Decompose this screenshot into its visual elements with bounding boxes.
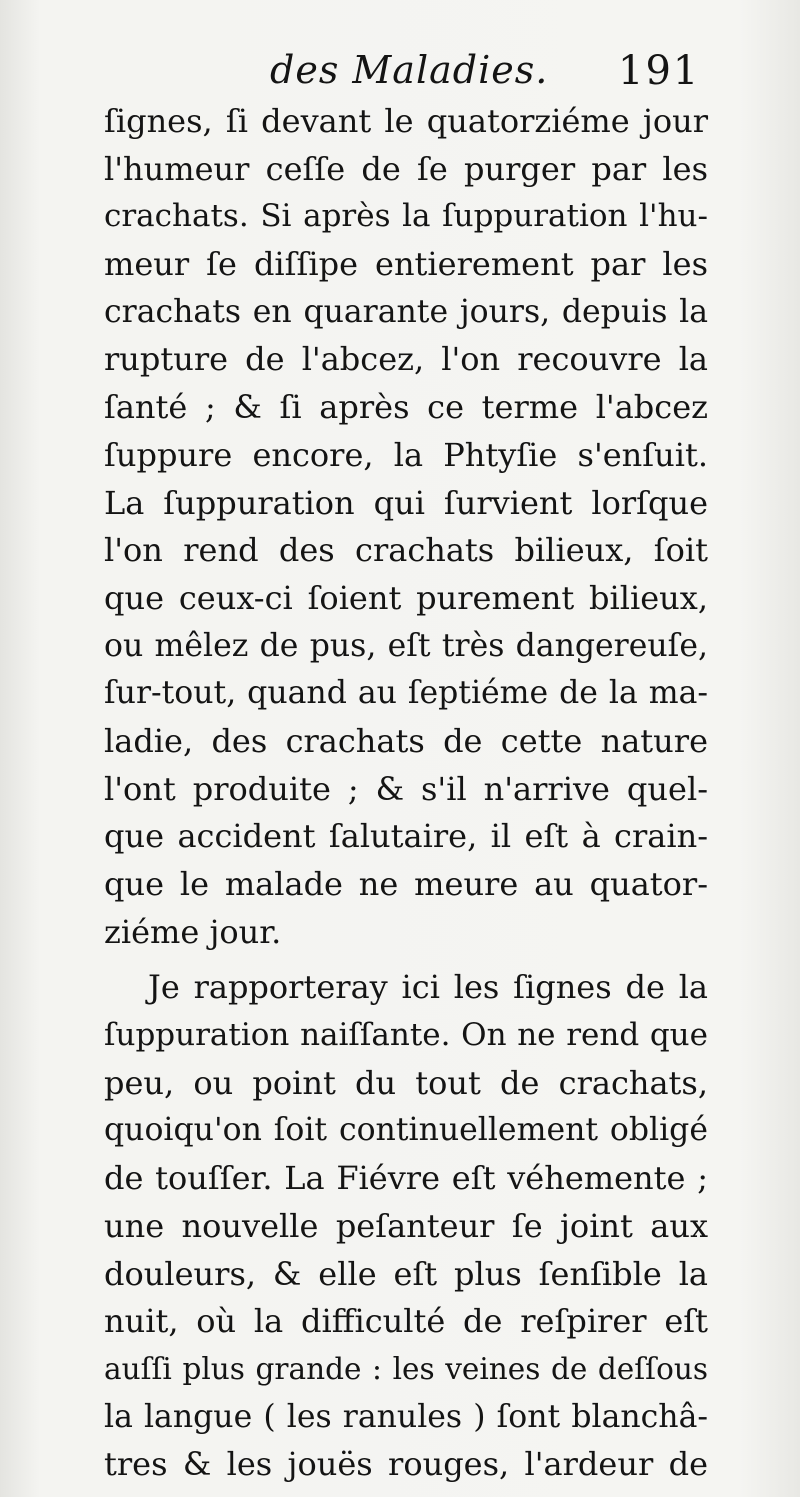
- running-head: des Maladies.: [270, 48, 549, 92]
- text-line: douleurs, & elle eſt plus ſenſible la: [104, 1254, 708, 1293]
- text-line: une nouvelle peſanteur ſe joint aux: [104, 1206, 708, 1245]
- paragraph: [104, 964, 708, 1489]
- text-line: crachats en quarante jours, depuis la: [104, 293, 708, 330]
- text-line: meur ſe diſſipe entierement par les: [104, 245, 708, 284]
- text-line: crachats. Si après la ſuppuration l'hu-: [104, 198, 708, 235]
- text-line: de touſſer. La Fiévre eſt véhemente ;: [104, 1159, 708, 1198]
- text-line: l'ont produite ; & s'il n'arrive quel-: [104, 769, 708, 808]
- text-line: peu, ou point du tout de crachats,: [104, 1063, 708, 1102]
- text-line: la langue ( les ranules ) ſont blanchâ-: [104, 1398, 708, 1435]
- page-header: [0, 48, 800, 98]
- text-line: ſanté ; & ſi après ce terme l'abcez: [104, 388, 708, 427]
- text-line: que le malade ne meure au quator-: [104, 865, 708, 903]
- text-line: La ſuppuration qui ſurvient lorſque: [104, 483, 708, 522]
- text-line: rupture de l'abcez, l'on recouvre la: [104, 340, 708, 379]
- text-line: ſuppure encore, la Phtyſie s'enſuit.: [104, 435, 708, 474]
- text-line: quoiqu'on ſoit continuellement obligé: [104, 1112, 708, 1149]
- text-line: auſſi plus grande : les veines de deſſous: [104, 1351, 708, 1386]
- text-line: ladie, des crachats de cette nature: [104, 721, 708, 760]
- text-line: que accident ſalutaire, il eſt à crain-: [104, 817, 708, 856]
- text-line: ou mêlez de pus, eſt très dangereuſe,: [104, 627, 708, 664]
- text-line: nuit, où la difficulté de reſpirer eſt: [104, 1302, 708, 1341]
- text-line: ſignes, ſi devant le quatorziéme jour: [104, 102, 708, 140]
- paragraph: [104, 98, 708, 956]
- text-line: tres & les jouës rouges, l'ardeur de: [104, 1445, 708, 1484]
- text-line: l'on rend des crachats bilieux, ſoit: [104, 531, 708, 570]
- text-line: que ceux-ci ſoient purement bilieux,: [104, 578, 708, 617]
- text-line: ſur-tout, quand au ſeptiéme de la ma-: [104, 675, 708, 712]
- body-text: [104, 98, 708, 1489]
- text-line: ſuppuration naiſſante. On ne rend que: [104, 1017, 708, 1054]
- text-line: ziéme jour.: [104, 912, 282, 951]
- page-number: 191: [618, 48, 701, 94]
- paragraph-gap: [104, 956, 708, 964]
- text-line: l'humeur ceſſe de ſe purger par les: [104, 149, 708, 188]
- text-line: Je rapporteray ici les ſignes de la: [148, 968, 708, 1007]
